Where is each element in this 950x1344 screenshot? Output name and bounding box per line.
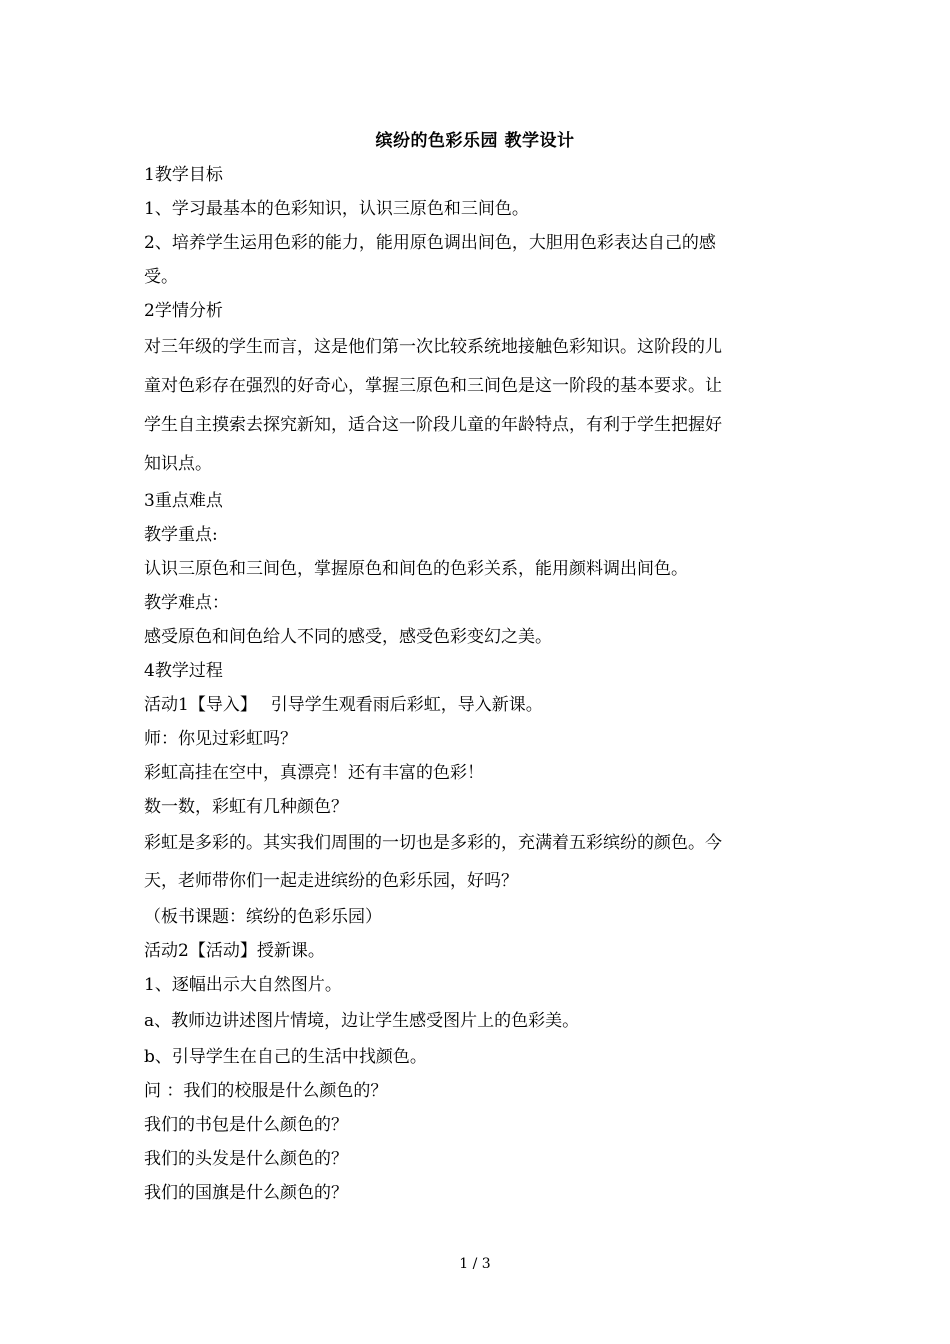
step-1: 1、逐幅出示大自然图片。 xyxy=(144,975,342,995)
activity-1: 活动1【导入】 引导学生观看雨后彩虹，导入新课。 xyxy=(144,695,543,715)
activity-2: 活动2【活动】授新课。 xyxy=(144,941,325,961)
difficulties-text: 感受原色和间色给人不同的感受，感受色彩变幻之美。 xyxy=(144,627,552,647)
analysis-line-3: 学生自主摸索去探究新知，适合这一阶段儿童的年龄特点，有利于学生把握好 xyxy=(144,415,722,435)
question-hair: 我们的头发是什么颜色的？ xyxy=(144,1149,348,1169)
difficulties-label: 教学难点： xyxy=(144,593,229,613)
process-line-rainbow: 彩虹高挂在空中，真漂亮！还有丰富的色彩！ xyxy=(144,763,484,783)
analysis-line-1: 对三年级的学生而言，这是他们第一次比较系统地接触色彩知识。这阶段的儿 xyxy=(144,337,722,357)
section-heading-analysis: 2学情分析 xyxy=(144,301,223,321)
page-number: 1 / 3 xyxy=(459,1256,491,1272)
section-heading-objectives: 1教学目标 xyxy=(144,165,223,185)
analysis-line-2: 童对色彩存在强烈的好奇心，掌握三原色和三间色是这一阶段的基本要求。让 xyxy=(144,376,722,396)
question-flag: 我们的国旗是什么颜色的？ xyxy=(144,1183,348,1203)
key-points-label: 教学重点: xyxy=(144,525,218,545)
step-a: a、教师边讲述图片情境，边让学生感受图片上的色彩美。 xyxy=(144,1011,580,1031)
process-line-count: 数一数，彩虹有几种颜色？ xyxy=(144,797,348,817)
question-schoolbag: 我们的书包是什么颜色的？ xyxy=(144,1115,348,1135)
process-line-board-title: （板书课题：缤纷的色彩乐园） xyxy=(144,907,382,927)
objective-2-line-2: 受。 xyxy=(144,267,178,287)
step-b: b、引导学生在自己的生活中找颜色。 xyxy=(144,1047,427,1067)
key-points-text: 认识三原色和三间色，掌握原色和间色的色彩关系，能用颜料调出间色。 xyxy=(144,559,688,579)
document-title: 缤纷的色彩乐园 教学设计 xyxy=(375,131,575,151)
document-body xyxy=(144,158,810,1210)
section-heading-key-points: 3重点难点 xyxy=(144,491,223,511)
question-uniform: 问 ：我们的校服是什么颜色的？ xyxy=(144,1081,388,1101)
process-line-colorful-2: 天，老师带你们一起走进缤纷的色彩乐园，好吗？ xyxy=(144,871,518,891)
process-line-colorful-1: 彩虹是多彩的。其实我们周围的一切也是多彩的，充满着五彩缤纷的颜色。今 xyxy=(144,833,722,853)
process-line-teacher-question: 师：你见过彩虹吗？ xyxy=(144,729,297,749)
analysis-line-4: 知识点。 xyxy=(144,454,212,474)
objective-1: 1、学习最基本的色彩知识，认识三原色和三间色。 xyxy=(144,199,529,219)
objective-2-line-1: 2、培养学生运用色彩的能力，能用原色调出间色，大胆用色彩表达自己的感 xyxy=(144,233,716,253)
section-heading-process: 4教学过程 xyxy=(144,661,223,681)
